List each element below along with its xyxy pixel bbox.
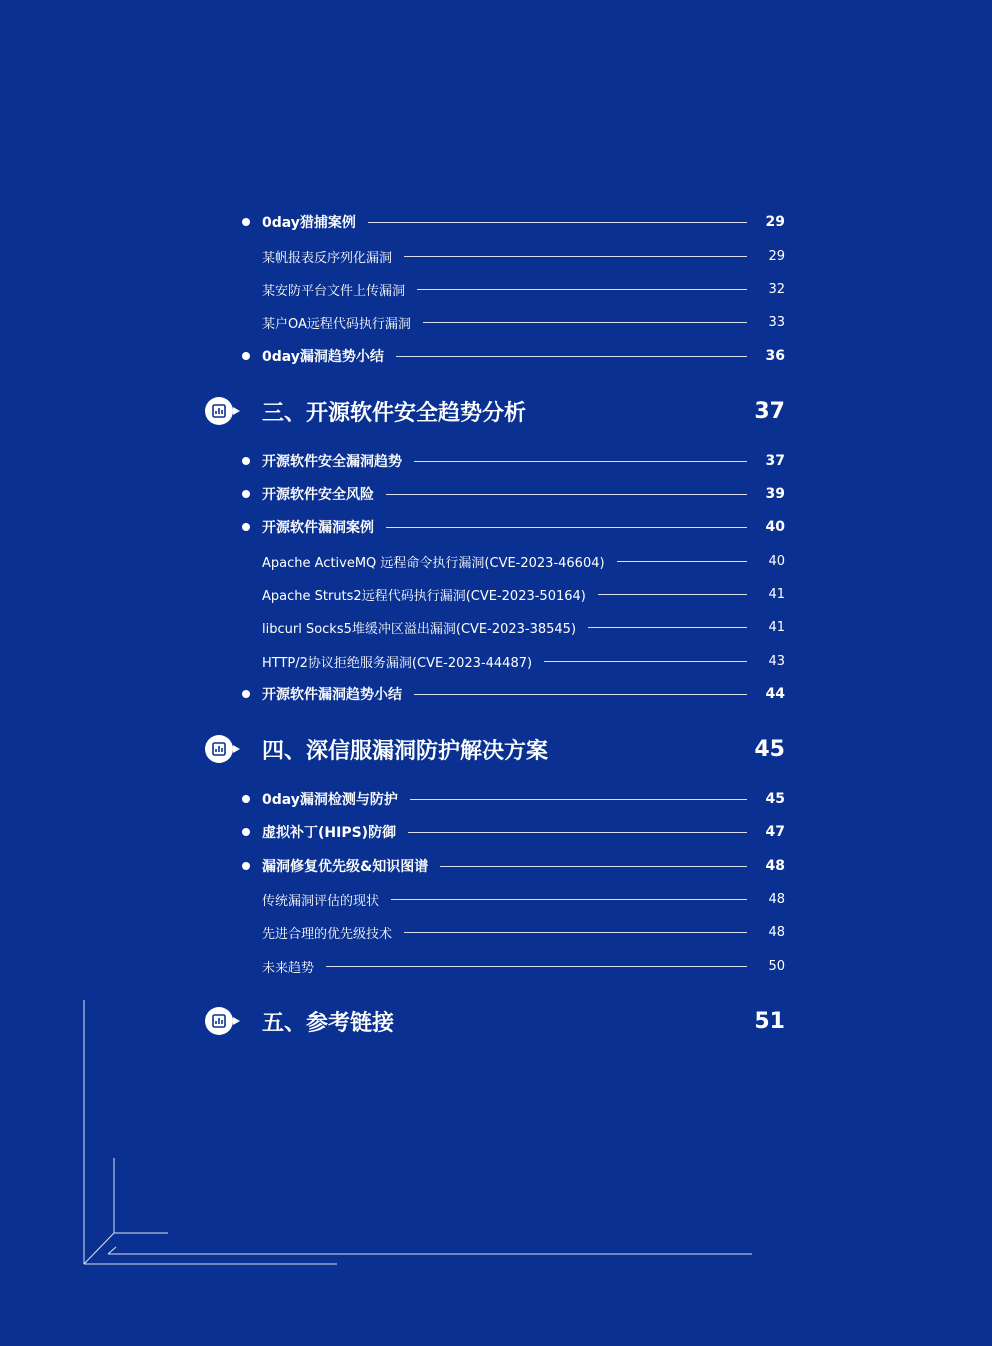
leader-line xyxy=(396,356,747,357)
entry-page-number: 36 xyxy=(765,348,785,364)
entry-label: Apache ActiveMQ 远程命令执行漏洞(CVE-2023-46604) xyxy=(262,555,605,571)
toc-entry[interactable] xyxy=(262,515,785,539)
toc-entry[interactable] xyxy=(262,344,785,368)
entry-label: HTTP/2协议拒绝服务漏洞(CVE-2023-44487) xyxy=(262,655,533,671)
leader-line xyxy=(617,561,747,562)
section-title: 三、开源软件安全趋势分析 xyxy=(262,400,527,426)
toc-entry[interactable] xyxy=(262,787,785,811)
entry-label: 0day猎捕案例 xyxy=(262,215,356,231)
chart-report-icon xyxy=(204,733,244,765)
leader-line xyxy=(414,461,747,462)
entry-page-number: 40 xyxy=(768,553,785,569)
leader-line xyxy=(326,966,747,967)
toc-subentry[interactable] xyxy=(262,887,785,911)
bullet-dot-icon xyxy=(242,352,250,360)
toc-subentry[interactable] xyxy=(262,277,785,301)
section-heading[interactable] xyxy=(204,1001,785,1041)
toc-entry[interactable] xyxy=(262,449,785,473)
entry-page-number: 37 xyxy=(765,453,785,469)
entry-page-number: 29 xyxy=(768,248,785,264)
leader-line xyxy=(588,627,747,628)
leader-line xyxy=(408,832,747,833)
entry-label: 漏洞修复优先级&知识图谱 xyxy=(262,859,429,875)
section-page-number: 37 xyxy=(754,398,785,424)
leader-line xyxy=(417,289,747,290)
leader-line xyxy=(414,694,747,695)
bullet-dot-icon xyxy=(242,457,250,465)
entry-page-number: 41 xyxy=(768,619,785,635)
section-title: 五、参考链接 xyxy=(262,1010,395,1036)
section-title: 四、深信服漏洞防护解决方案 xyxy=(262,738,549,764)
leader-line xyxy=(404,256,747,257)
entry-page-number: 48 xyxy=(768,924,785,940)
entry-page-number: 44 xyxy=(765,686,785,702)
entry-label: 某户OA远程代码执行漏洞 xyxy=(262,316,411,332)
entry-page-number: 48 xyxy=(765,858,785,874)
bullet-dot-icon xyxy=(242,690,250,698)
entry-page-number: 45 xyxy=(765,791,785,807)
toc-entry[interactable] xyxy=(262,210,785,234)
entry-label: 未来趋势 xyxy=(262,960,315,976)
entry-label: 开源软件安全漏洞趋势 xyxy=(262,454,402,470)
entry-page-number: 48 xyxy=(768,891,785,907)
entry-page-number: 32 xyxy=(768,281,785,297)
entry-label: 某安防平台文件上传漏洞 xyxy=(262,283,406,299)
leader-line xyxy=(386,494,747,495)
bullet-dot-icon xyxy=(242,490,250,498)
entry-label: 某帆报表反序列化漏洞 xyxy=(262,250,393,266)
leader-line xyxy=(598,594,747,595)
leader-line xyxy=(544,661,747,662)
bullet-dot-icon xyxy=(242,218,250,226)
bullet-dot-icon xyxy=(242,862,250,870)
toc-subentry[interactable] xyxy=(262,310,785,334)
entry-label: 虚拟补丁(HIPS)防御 xyxy=(262,825,397,841)
toc-entry[interactable] xyxy=(262,820,785,844)
entry-page-number: 39 xyxy=(765,486,785,502)
entry-page-number: 40 xyxy=(765,519,785,535)
toc-subentry[interactable] xyxy=(262,244,785,268)
toc-entry[interactable] xyxy=(262,482,785,506)
chart-report-icon xyxy=(204,1005,244,1037)
bullet-dot-icon xyxy=(242,523,250,531)
entry-label: 传统漏洞评估的现状 xyxy=(262,893,380,909)
leader-line xyxy=(368,222,747,223)
toc-subentry[interactable] xyxy=(262,582,785,606)
entry-page-number: 33 xyxy=(768,314,785,330)
entry-label: 0day漏洞检测与防护 xyxy=(262,792,398,808)
toc-subentry[interactable] xyxy=(262,954,785,978)
section-heading[interactable] xyxy=(204,729,785,769)
toc-entry[interactable] xyxy=(262,854,785,878)
entry-label: 先进合理的优先级技术 xyxy=(262,926,393,942)
toc-subentry[interactable] xyxy=(262,920,785,944)
chart-report-icon xyxy=(204,395,244,427)
leader-line xyxy=(391,899,747,900)
entry-page-number: 29 xyxy=(765,214,785,230)
leader-line xyxy=(410,799,747,800)
entry-label: 开源软件安全风险 xyxy=(262,487,374,503)
section-heading[interactable] xyxy=(204,391,785,431)
bullet-dot-icon xyxy=(242,795,250,803)
leader-line xyxy=(404,932,747,933)
leader-line xyxy=(423,322,747,323)
entry-label: libcurl Socks5堆缓冲区溢出漏洞(CVE-2023-38545) xyxy=(262,621,577,637)
toc-entry[interactable] xyxy=(262,682,785,706)
entry-label: 开源软件漏洞趋势小结 xyxy=(262,687,402,703)
entry-label: Apache Struts2远程代码执行漏洞(CVE-2023-50164) xyxy=(262,588,586,604)
entry-page-number: 41 xyxy=(768,586,785,602)
entry-page-number: 50 xyxy=(768,958,785,974)
entry-page-number: 43 xyxy=(768,653,785,669)
leader-line xyxy=(440,866,747,867)
section-page-number: 51 xyxy=(754,1008,785,1034)
section-page-number: 45 xyxy=(754,736,785,762)
toc-subentry[interactable] xyxy=(262,549,785,573)
entry-label: 0day漏洞趋势小结 xyxy=(262,349,384,365)
entry-label: 开源软件漏洞案例 xyxy=(262,520,374,536)
leader-line xyxy=(386,527,747,528)
bullet-dot-icon xyxy=(242,828,250,836)
entry-page-number: 47 xyxy=(765,824,785,840)
toc-subentry[interactable] xyxy=(262,649,785,673)
toc-subentry[interactable] xyxy=(262,615,785,639)
